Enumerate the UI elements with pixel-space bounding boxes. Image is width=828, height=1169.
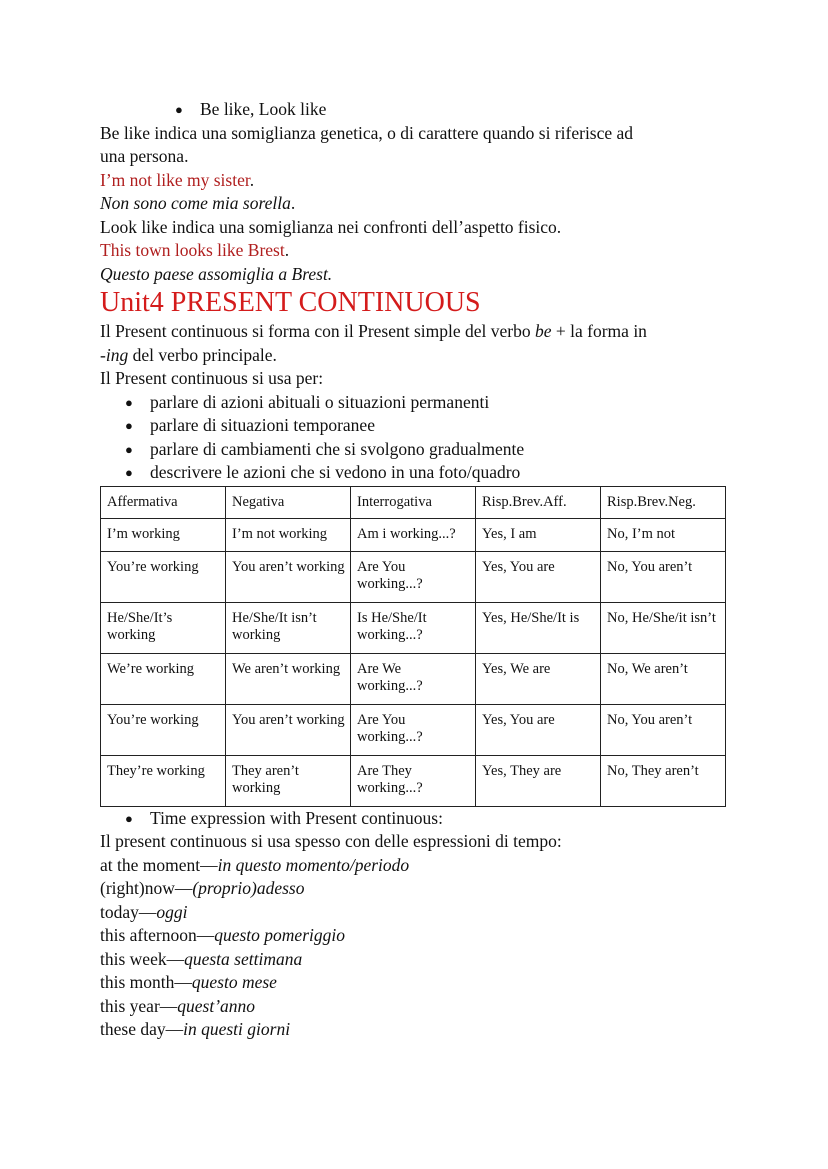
time-expression-item: [100, 924, 740, 948]
example-red-text: I’m not like my sister: [100, 169, 250, 190]
table-row: [101, 551, 726, 602]
time-expression-item: [100, 1018, 740, 1042]
bullet-be-like: [100, 98, 740, 122]
bullet-text: Time expression with Present continuous:: [150, 807, 443, 828]
table-cell: No, We aren’t: [601, 653, 726, 704]
translation-text: Non sono come mia sorella: [100, 193, 291, 213]
expression-english: today—: [100, 901, 157, 922]
use-text: parlare di azioni abituali o situazioni permanenti: [150, 391, 490, 412]
bullet-dot-icon: ●: [175, 102, 183, 117]
table-cell: He/She/It isn’t working: [226, 602, 351, 653]
unit-title: Unit4 PRESENT CONTINUOUS: [100, 287, 481, 318]
form-description: [100, 320, 740, 344]
form-text: del verbo principale.: [128, 344, 277, 365]
expression-italian: questo mese: [191, 972, 277, 992]
expression-italian: questa settimana: [184, 948, 303, 969]
use-item: [100, 461, 740, 485]
time-expression-item: [100, 995, 740, 1019]
expression-english: this month—: [100, 972, 192, 992]
time-expression-item: [100, 901, 740, 925]
translation-2: Questo paese assomiglia a Brest.: [100, 263, 333, 284]
expression-english: this week—: [100, 948, 185, 969]
expression-english: this afternoon—: [100, 925, 215, 945]
expression-italian: in questo momento/periodo: [217, 854, 410, 875]
bullet-dot-icon: ●: [125, 441, 133, 457]
use-item: [100, 438, 740, 462]
conjugation-table: [100, 486, 726, 807]
table-cell: No, I’m not: [601, 518, 726, 551]
table-cell: They aren’t working: [226, 755, 351, 806]
table-cell: Yes, He/She/It is: [476, 602, 601, 653]
expression-italian: quest’anno: [177, 995, 256, 1016]
table-cell: We’re working: [101, 653, 226, 704]
bullet-dot-icon: ●: [125, 394, 133, 410]
table-header-cell: Negativa: [226, 486, 351, 518]
use-text: parlare di situazioni temporanee: [150, 415, 375, 435]
bullet-dot-icon: ●: [125, 418, 133, 433]
use-text: parlare di cambiamenti che si svolgono gradualmente: [150, 438, 525, 459]
table-cell: Are You working...?: [351, 704, 476, 755]
translation-period: .: [290, 193, 296, 213]
bullet-text: Be like, Look like: [200, 99, 327, 119]
time-expression-item: [100, 971, 740, 995]
table-cell: Yes, I am: [476, 518, 601, 551]
table-cell: Are We working...?: [351, 653, 476, 704]
look-like-description: Look like indica una somiglianza nei confronti dell’aspetto fisico.: [100, 216, 562, 237]
bullet-time-expression: [100, 807, 740, 831]
table-cell: You’re working: [101, 704, 226, 755]
form-text: + la forma in: [551, 321, 647, 341]
table-cell: Yes, We are: [476, 653, 601, 704]
use-item: [100, 414, 740, 438]
table-header-cell: Affermativa: [101, 486, 226, 518]
table-cell: We aren’t working: [226, 653, 351, 704]
table-row: [101, 518, 726, 551]
table-cell: He/She/It’s working: [101, 602, 226, 653]
table-cell: Are You working...?: [351, 551, 476, 602]
table-cell: I’m working: [101, 518, 226, 551]
be-like-description: Be like indica una somiglianza genetica, o di carattere quando si riferisce ad: [100, 122, 634, 143]
expression-english: at the moment—: [100, 854, 218, 875]
use-text: descrivere le azioni che si vedono in una foto/quadro: [150, 462, 521, 482]
example-red-text: This town looks like Brest: [100, 240, 285, 260]
bullet-dot-icon: ●: [125, 810, 133, 826]
table-cell: You’re working: [101, 551, 226, 602]
time-expression-item: [100, 948, 740, 972]
translation-1: [100, 192, 740, 216]
bullet-dot-icon: ●: [125, 465, 133, 480]
document-page: [100, 98, 740, 1042]
form-text: Il Present continuous si forma con il Present simple del verbo: [100, 321, 535, 341]
table-cell: They’re working: [101, 755, 226, 806]
table-cell: No, They aren’t: [601, 755, 726, 806]
table-cell: No, You aren’t: [601, 704, 726, 755]
table-cell: Are They working...?: [351, 755, 476, 806]
table-row: [101, 602, 726, 653]
expression-italian: in questi giorni: [183, 1019, 291, 1039]
example-period: .: [249, 169, 255, 190]
table-cell: Yes, They are: [476, 755, 601, 806]
table-cell: Is He/She/It working...?: [351, 602, 476, 653]
time-expressions-intro: Il present continuous si usa spesso con delle espressioni di tempo:: [100, 831, 562, 851]
be-like-description-cont: una persona.: [100, 146, 189, 166]
table-cell: Am i working...?: [351, 518, 476, 551]
uses-intro: Il Present continuous si usa per:: [100, 368, 324, 388]
expression-english: these day—: [100, 1019, 184, 1039]
table-cell: You aren’t working: [226, 704, 351, 755]
expression-italian: questo pomeriggio: [214, 925, 345, 945]
use-item: [100, 391, 740, 415]
form-text-italic: be: [535, 321, 552, 341]
table-header-cell: Risp.Brev.Aff.: [476, 486, 601, 518]
time-expression-item: [100, 854, 740, 878]
form-description-cont: [100, 344, 740, 368]
time-expression-item: [100, 877, 740, 901]
table-cell: Yes, You are: [476, 551, 601, 602]
example-sentence-1: [100, 169, 740, 193]
example-sentence-2: [100, 239, 740, 263]
table-cell: No, You aren’t: [601, 551, 726, 602]
table-cell: I’m not working: [226, 518, 351, 551]
table-cell: You aren’t working: [226, 551, 351, 602]
table-row: [101, 755, 726, 806]
table-cell: Yes, You are: [476, 704, 601, 755]
table-header-cell: Interrogativa: [351, 486, 476, 518]
expression-italian: (proprio)adesso: [192, 878, 305, 898]
table-header-cell: Risp.Brev.Neg.: [601, 486, 726, 518]
form-text-italic: -ing: [100, 344, 129, 365]
expression-english: (right)now—: [100, 878, 193, 898]
example-period: .: [284, 240, 290, 260]
table-header-row: [101, 486, 726, 518]
table-cell: No, He/She/it isn’t: [601, 602, 726, 653]
table-row: [101, 704, 726, 755]
expression-italian: oggi: [156, 901, 188, 922]
expression-english: this year—: [100, 995, 178, 1016]
table-row: [101, 653, 726, 704]
